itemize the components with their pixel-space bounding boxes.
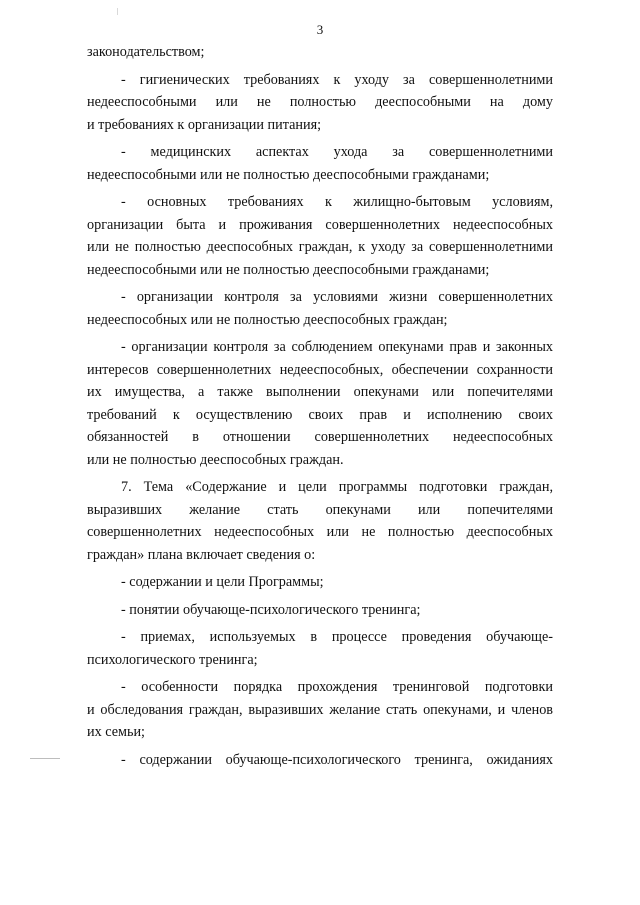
document-body bbox=[87, 41, 553, 771]
text-line: психологического тренинга; bbox=[87, 651, 258, 668]
text-line: - содержании обучающе-психологического тренинга, ожиданиях bbox=[121, 751, 553, 768]
text-line: требований к осуществлению своих прав и исполнению своих bbox=[87, 406, 553, 423]
margin-line bbox=[30, 758, 60, 759]
text-line: - содержании и цели Программы; bbox=[121, 574, 324, 590]
text-line: выразивших желание стать опекунами или попечителями bbox=[87, 501, 553, 518]
text-line: - основных требованиях к жилищно-бытовым условиям, bbox=[121, 194, 553, 210]
text-line: или не полностью дееспособных граждан. bbox=[87, 451, 344, 468]
scan-artifact-mark bbox=[117, 8, 120, 15]
text-line: недееспособными или не полностью дееспособными гражданами; bbox=[87, 166, 490, 183]
text-line: граждан» плана включает сведения о: bbox=[87, 546, 316, 563]
text-line: их имущества, а также выполнении опекунами или попечителями bbox=[87, 384, 553, 400]
text-line: недееспособными или не полностью дееспособными гражданами; bbox=[87, 261, 490, 278]
text-line: - гигиенических требованиях к уходу за совершеннолетними bbox=[121, 71, 553, 88]
text-line: и требованиях к организации питания; bbox=[87, 116, 322, 133]
text-line: недееспособными или не полностью дееспособными на дому bbox=[87, 94, 553, 110]
text-line: или не полностью дееспособных граждан, к уходу за совершеннолетними bbox=[87, 239, 553, 255]
text-line: - организации контроля за условиями жизни совершеннолетних bbox=[121, 289, 553, 305]
text-line: интересов совершеннолетних недееспособных, обеспечении сохранности bbox=[87, 361, 553, 378]
text-line: недееспособных или не полностью дееспособных граждан; bbox=[87, 311, 448, 328]
text-line: - организации контроля за соблюдением опекунами прав и законных bbox=[121, 339, 553, 355]
text-line: организации быта и проживания совершеннолетних недееспособных bbox=[87, 216, 553, 233]
text-line: - медицинских аспектах ухода за совершеннолетними bbox=[121, 144, 553, 160]
page-number: 3 bbox=[316, 22, 324, 37]
text-line: 7. Тема «Содержание и цели программы подготовки граждан, bbox=[121, 479, 553, 495]
text-line: - особенности порядка прохождения тренинговой подготовки bbox=[121, 679, 553, 695]
text-line: обязанностей в отношении совершеннолетних недееспособных bbox=[87, 429, 553, 445]
text-line: - понятии обучающе-психологического тренинга; bbox=[121, 601, 421, 618]
text-line: законодательством; bbox=[87, 44, 205, 60]
text-line: и обследования граждан, выразивших желание стать опекунами, и членов bbox=[87, 701, 553, 718]
text-line: совершеннолетних недееспособных или не полностью дееспособных bbox=[87, 524, 553, 540]
text-line: их семьи; bbox=[87, 724, 145, 740]
text-line: - приемах, используемых в процессе проведения обучающе- bbox=[121, 629, 553, 645]
